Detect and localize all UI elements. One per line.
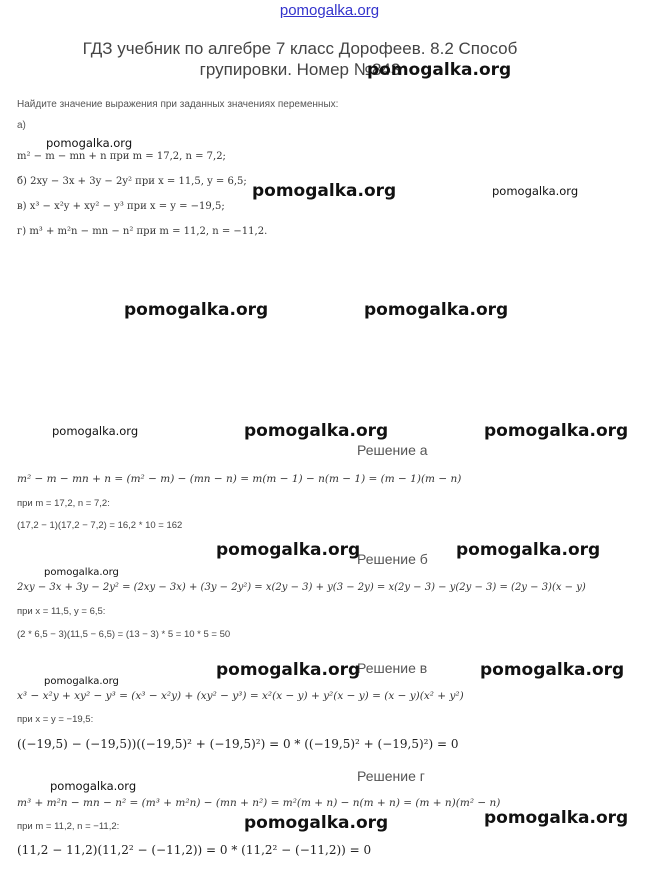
watermark: pomogalka.org [367,60,512,80]
page-title: ГДЗ учебник по алгебре 7 класс Дорофеев. 8.2 Способ групировки. Номер №843 [82,39,518,79]
task-v: в) x³ − x²y + xy² − y³ при x = y = −19,5; [17,201,225,212]
task-b: б) 2xy − 3x + 3y − 2y² при x = 11,5, y = 6,5; [17,176,247,187]
solution-a-equation: m² − m − mn + n = (m² − m) − (mn − n) = m(m − 1) − n(m − 1) = (m − 1)(m − n) [17,473,462,485]
solution-v-equation: x³ − x²y + xy² − y³ = (x³ − x²y) + (xy² − y³) = x²(x − y) + y²(x − y) = (x − y)(x² + y²) [17,690,464,702]
solution-g-title: Решение г [357,768,425,784]
watermark: pomogalka.org [44,676,119,687]
watermark: pomogalka.org [484,808,629,828]
solution-g-equation: m³ + m²n − mn − n² = (m³ + m²n) − (mn + n²) = m²(m + n) − n(m + n) = (m + n)(m² − n) [17,797,501,809]
solution-g-calc: (11,2 − 11,2)(11,2² − (−11,2)) = 0 * (11,2² − (−11,2)) = 0 [17,843,372,857]
watermark: pomogalka.org [456,540,601,560]
watermark: pomogalka.org [492,184,579,198]
watermark: pomogalka.org [484,421,629,441]
watermark: pomogalka.org [216,660,361,680]
solution-v-title: Решение в [357,660,428,676]
watermark: pomogalka.org [46,136,133,150]
site-link[interactable]: pomogalka.org [279,2,380,19]
watermark: pomogalka.org [364,300,509,320]
watermark: pomogalka.org [252,181,397,201]
solution-v-given: при x = y = −19,5: [17,714,94,725]
watermark: pomogalka.org [244,421,389,441]
solution-a-calc: (17,2 − 1)(17,2 − 7,2) = 16,2 * 10 = 162 [17,520,183,531]
solution-b-given: при x = 11,5, y = 6,5: [17,606,106,617]
task-label-a: а) [17,120,26,131]
solution-a-title: Решение а [357,442,428,458]
solution-b-equation: 2xy − 3x + 3y − 2y² = (2xy − 3x) + (3y − 2y²) = x(2y − 3) + y(3 − 2y) = x(2y − 3) − y(2y − 3) = (2y − 3)(x − y) [17,582,586,593]
solution-b-calc: (2 * 6,5 − 3)(11,5 − 6,5) = (13 − 3) * 5 = 10 * 5 = 50 [17,629,231,640]
task-prompt: Найдите значение выражения при заданных значениях переменных: [17,99,339,110]
task-a: m² − m − mn + n при m = 17,2, n = 7,2; [17,151,226,162]
watermark: pomogalka.org [50,779,137,793]
task-g: г) m³ + m²n − mn − n² при m = 11,2, n = −11,2. [17,226,268,237]
solution-b-title: Решение б [357,551,428,567]
watermark: pomogalka.org [52,424,139,438]
watermark: pomogalka.org [44,567,119,578]
watermark: pomogalka.org [244,813,389,833]
watermark: pomogalka.org [480,660,625,680]
solution-g-given: при m = 11,2, n = −11,2: [17,821,120,832]
watermark: pomogalka.org [124,300,269,320]
watermark: pomogalka.org [216,540,361,560]
solution-v-calc: ((−19,5) − (−19,5))((−19,5)² + (−19,5)²) = 0 * ((−19,5)² + (−19,5)²) = 0 [17,737,459,751]
solution-a-given: при m = 17,2, n = 7,2: [17,498,110,509]
